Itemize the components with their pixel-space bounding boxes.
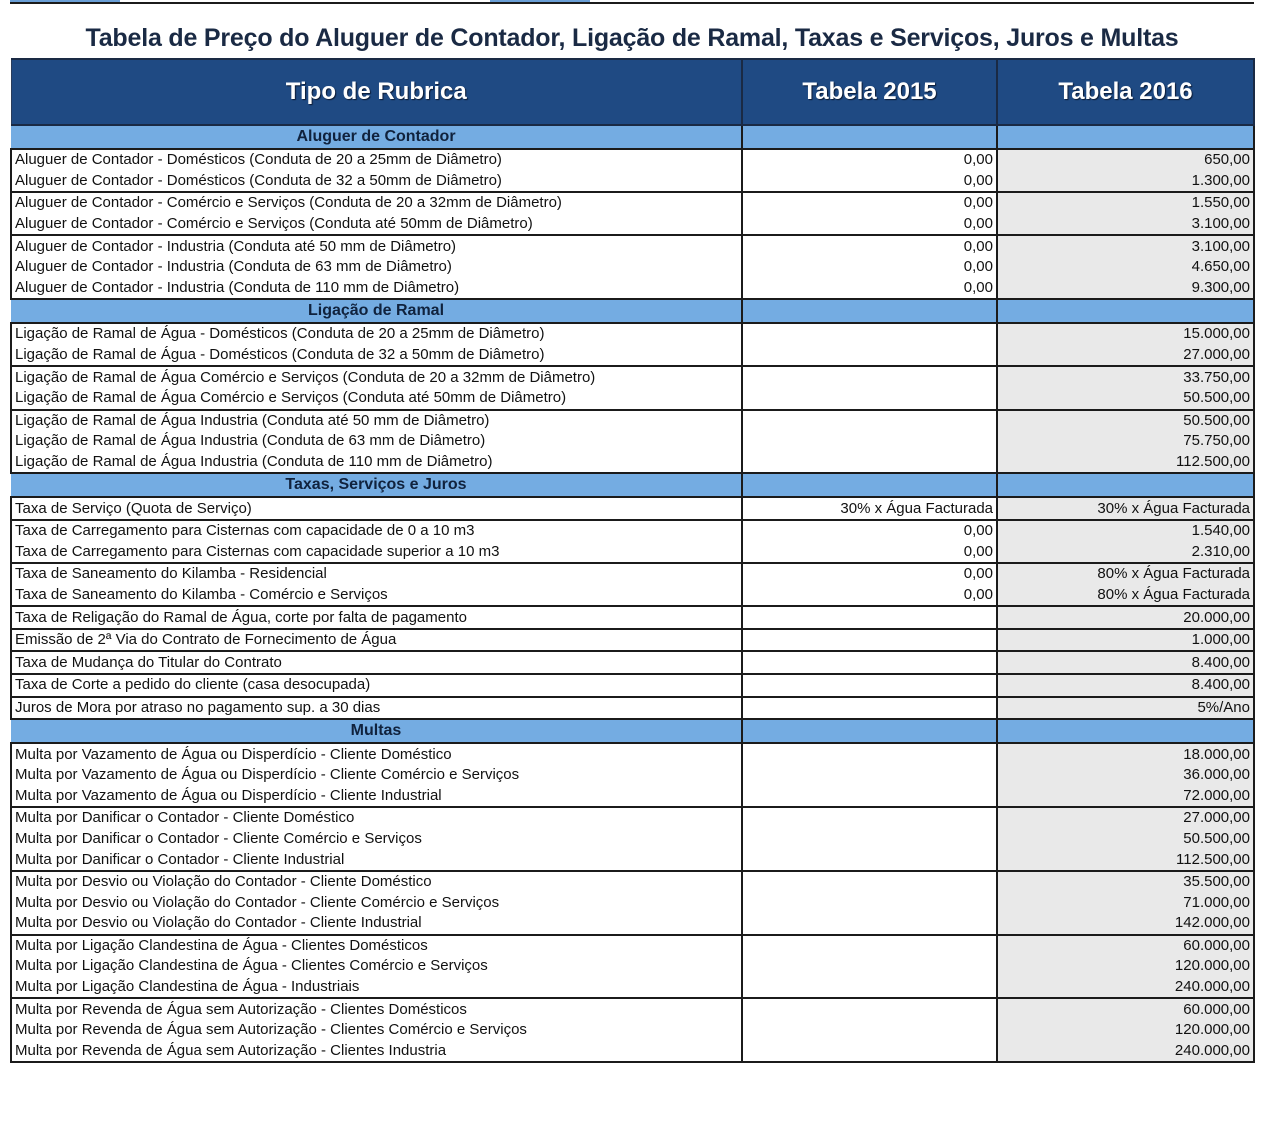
table-row	[11, 257, 1254, 278]
table-row	[11, 785, 1254, 807]
rubrica-description: Ligação de Ramal de Água Comércio e Serviços (Conduta de 20 a 32mm de Diâmetro)	[11, 366, 742, 388]
table-row	[11, 935, 1254, 957]
rubrica-description: Multa por Vazamento de Água ou Disperdício - Cliente Doméstico	[11, 743, 742, 765]
value-2015	[742, 697, 997, 720]
value-2015	[742, 1041, 997, 1063]
value-2015: 0,00	[742, 520, 997, 542]
value-2016: 50.500,00	[997, 388, 1254, 410]
table-body	[11, 125, 1254, 1062]
rubrica-description: Emissão de 2ª Via do Contrato de Fornecimento de Água	[11, 629, 742, 652]
table-row	[11, 149, 1254, 171]
rubrica-description: Multa por Ligação Clandestina de Água - Clientes Domésticos	[11, 935, 742, 957]
rubrica-description: Taxa de Carregamento para Cisternas com capacidade superior a 10 m3	[11, 542, 742, 564]
table-row	[11, 345, 1254, 367]
value-2016: 33.750,00	[997, 366, 1254, 388]
table-row	[11, 743, 1254, 765]
table-row	[11, 278, 1254, 300]
value-2016: 240.000,00	[997, 1041, 1254, 1063]
value-2015: 0,00	[742, 257, 997, 278]
value-2015	[742, 977, 997, 999]
value-2016: 27.000,00	[997, 807, 1254, 829]
rubrica-description: Ligação de Ramal de Água - Domésticos (Conduta de 20 a 25mm de Diâmetro)	[11, 323, 742, 345]
value-2016: 50.500,00	[997, 829, 1254, 850]
table-row	[11, 1020, 1254, 1041]
rubrica-description: Multa por Desvio ou Violação do Contador - Cliente Industrial	[11, 913, 742, 935]
section-filler-2015	[742, 473, 997, 497]
rubrica-description: Multa por Ligação Clandestina de Água - Industriais	[11, 977, 742, 999]
value-2015	[742, 743, 997, 765]
rubrica-description: Ligação de Ramal de Água - Domésticos (Conduta de 32 a 50mm de Diâmetro)	[11, 345, 742, 367]
value-2015: 0,00	[742, 235, 997, 257]
table-row	[11, 765, 1254, 786]
table-header-row	[11, 59, 1254, 125]
value-2015: 0,00	[742, 171, 997, 193]
value-2015	[742, 366, 997, 388]
value-2015: 0,00	[742, 149, 997, 171]
rubrica-description: Multa por Danificar o Contador - Cliente Doméstico	[11, 807, 742, 829]
value-2015	[742, 935, 997, 957]
value-2016: 80% x Água Facturada	[997, 585, 1254, 607]
rubrica-description: Multa por Desvio ou Violação do Contador - Cliente Comércio e Serviços	[11, 892, 742, 913]
table-row	[11, 807, 1254, 829]
price-table	[10, 58, 1255, 1063]
value-2015	[742, 629, 997, 652]
rubrica-description: Multa por Revenda de Água sem Autorização - Clientes Domésticos	[11, 998, 742, 1020]
table-row	[11, 214, 1254, 236]
rubrica-description: Multa por Vazamento de Água ou Disperdício - Cliente Industrial	[11, 785, 742, 807]
table-row	[11, 563, 1254, 585]
value-2015	[742, 606, 997, 629]
table-row	[11, 235, 1254, 257]
rubrica-description: Multa por Ligação Clandestina de Água - Clientes Comércio e Serviços	[11, 956, 742, 977]
value-2016: 20.000,00	[997, 606, 1254, 629]
section-title: Multas	[11, 719, 742, 743]
value-2015	[742, 674, 997, 697]
value-2015: 0,00	[742, 214, 997, 236]
table-row	[11, 192, 1254, 214]
section-filler-2015	[742, 719, 997, 743]
rubrica-description: Aluguer de Contador - Domésticos (Conduta de 20 a 25mm de Diâmetro)	[11, 149, 742, 171]
value-2015	[742, 388, 997, 410]
rubrica-description: Taxa de Religação do Ramal de Água, corte por falta de pagamento	[11, 606, 742, 629]
table-row	[11, 388, 1254, 410]
rubrica-description: Taxa de Mudança do Titular do Contrato	[11, 651, 742, 674]
section-header-row	[11, 299, 1254, 323]
value-2015	[742, 998, 997, 1020]
value-2015	[742, 871, 997, 893]
value-2015: 0,00	[742, 278, 997, 300]
table-row	[11, 977, 1254, 999]
value-2016: 8.400,00	[997, 674, 1254, 697]
document-title: Tabela de Preço do Aluguer de Contador, Ligação de Ramal, Taxas e Serviços, Juros e Multas	[85, 24, 1179, 52]
rubrica-description: Taxa de Carregamento para Cisternas com capacidade de 0 a 10 m3	[11, 520, 742, 542]
table-row	[11, 606, 1254, 629]
rubrica-description: Ligação de Ramal de Água Industria (Conduta de 63 mm de Diâmetro)	[11, 431, 742, 452]
value-2015	[742, 651, 997, 674]
value-2016: 72.000,00	[997, 785, 1254, 807]
section-filler-2016	[997, 473, 1254, 497]
value-2016: 35.500,00	[997, 871, 1254, 893]
value-2016: 142.000,00	[997, 913, 1254, 935]
section-filler-2016	[997, 125, 1254, 149]
rubrica-description: Juros de Mora por atraso no pagamento sup. a 30 dias	[11, 697, 742, 720]
value-2016: 3.100,00	[997, 214, 1254, 236]
value-2016: 18.000,00	[997, 743, 1254, 765]
rubrica-description: Aluguer de Contador - Comércio e Serviços (Conduta de 20 a 32mm de Diâmetro)	[11, 192, 742, 214]
value-2015	[742, 1020, 997, 1041]
value-2015	[742, 892, 997, 913]
value-2016: 112.500,00	[997, 452, 1254, 474]
rubrica-description: Multa por Revenda de Água sem Autorização - Clientes Industria	[11, 1041, 742, 1063]
value-2016: 1.550,00	[997, 192, 1254, 214]
value-2015	[742, 785, 997, 807]
table-row	[11, 892, 1254, 913]
table-row	[11, 829, 1254, 850]
value-2015: 0,00	[742, 192, 997, 214]
top-fill-fragment	[490, 0, 590, 2]
value-2015	[742, 913, 997, 935]
table-row	[11, 674, 1254, 697]
section-filler-2015	[742, 125, 997, 149]
value-2016: 120.000,00	[997, 1020, 1254, 1041]
value-2016: 120.000,00	[997, 956, 1254, 977]
value-2015	[742, 829, 997, 850]
value-2015: 0,00	[742, 563, 997, 585]
rubrica-description: Aluguer de Contador - Industria (Conduta de 63 mm de Diâmetro)	[11, 257, 742, 278]
table-row	[11, 323, 1254, 345]
value-2016: 240.000,00	[997, 977, 1254, 999]
value-2016: 3.100,00	[997, 235, 1254, 257]
value-2016: 8.400,00	[997, 651, 1254, 674]
section-title: Aluguer de Contador	[11, 125, 742, 149]
value-2016: 4.650,00	[997, 257, 1254, 278]
value-2015	[742, 849, 997, 871]
column-header-2015: Tabela 2015	[742, 59, 997, 125]
value-2015	[742, 765, 997, 786]
table-row	[11, 585, 1254, 607]
value-2016: 71.000,00	[997, 892, 1254, 913]
value-2016: 60.000,00	[997, 935, 1254, 957]
rubrica-description: Ligação de Ramal de Água Comércio e Serviços (Conduta até 50mm de Diâmetro)	[11, 388, 742, 410]
section-title: Ligação de Ramal	[11, 299, 742, 323]
rubrica-description: Aluguer de Contador - Domésticos (Conduta de 32 a 50mm de Diâmetro)	[11, 171, 742, 193]
value-2015	[742, 807, 997, 829]
rubrica-description: Ligação de Ramal de Água Industria (Conduta de 110 mm de Diâmetro)	[11, 452, 742, 474]
rubrica-description: Multa por Vazamento de Água ou Disperdício - Cliente Comércio e Serviços	[11, 765, 742, 786]
value-2016: 9.300,00	[997, 278, 1254, 300]
value-2016: 80% x Água Facturada	[997, 563, 1254, 585]
value-2015	[742, 345, 997, 367]
value-2016: 5%/Ano	[997, 697, 1254, 720]
rubrica-description: Taxa de Corte a pedido do cliente (casa desocupada)	[11, 674, 742, 697]
value-2016: 27.000,00	[997, 345, 1254, 367]
value-2015	[742, 410, 997, 432]
value-2015	[742, 323, 997, 345]
rubrica-description: Taxa de Serviço (Quota de Serviço)	[11, 497, 742, 520]
top-fill-fragment	[10, 0, 120, 2]
section-filler-2016	[997, 719, 1254, 743]
value-2016: 1.540,00	[997, 520, 1254, 542]
table-row	[11, 697, 1254, 720]
rubrica-description: Multa por Danificar o Contador - Cliente Comércio e Serviços	[11, 829, 742, 850]
top-border-line	[10, 2, 1254, 4]
value-2015: 0,00	[742, 585, 997, 607]
table-row	[11, 913, 1254, 935]
value-2016: 36.000,00	[997, 765, 1254, 786]
rubrica-description: Multa por Revenda de Água sem Autorização - Clientes Comércio e Serviços	[11, 1020, 742, 1041]
value-2016: 1.300,00	[997, 171, 1254, 193]
table-row	[11, 629, 1254, 652]
value-2015: 30% x Água Facturada	[742, 497, 997, 520]
rubrica-description: Aluguer de Contador - Comércio e Serviços (Conduta até 50mm de Diâmetro)	[11, 214, 742, 236]
table-row	[11, 849, 1254, 871]
column-header-rubrica: Tipo de Rubrica	[11, 59, 742, 125]
table-row	[11, 497, 1254, 520]
value-2016: 112.500,00	[997, 849, 1254, 871]
table-row	[11, 366, 1254, 388]
section-title: Taxas, Serviços e Juros	[11, 473, 742, 497]
table-row	[11, 1041, 1254, 1063]
table-row	[11, 956, 1254, 977]
table-row	[11, 431, 1254, 452]
table-row	[11, 452, 1254, 474]
rubrica-description: Taxa de Saneamento do Kilamba - Comércio e Serviços	[11, 585, 742, 607]
value-2016: 60.000,00	[997, 998, 1254, 1020]
table-row	[11, 542, 1254, 564]
section-filler-2016	[997, 299, 1254, 323]
value-2016: 30% x Água Facturada	[997, 497, 1254, 520]
value-2015: 0,00	[742, 542, 997, 564]
section-filler-2015	[742, 299, 997, 323]
rubrica-description: Multa por Desvio ou Violação do Contador - Cliente Doméstico	[11, 871, 742, 893]
section-header-row	[11, 473, 1254, 497]
rubrica-description: Taxa de Saneamento do Kilamba - Residencial	[11, 563, 742, 585]
value-2015	[742, 452, 997, 474]
value-2016: 75.750,00	[997, 431, 1254, 452]
value-2016: 2.310,00	[997, 542, 1254, 564]
column-header-2016: Tabela 2016	[997, 59, 1254, 125]
value-2016: 50.500,00	[997, 410, 1254, 432]
rubrica-description: Aluguer de Contador - Industria (Conduta de 110 mm de Diâmetro)	[11, 278, 742, 300]
table-row	[11, 871, 1254, 893]
value-2015	[742, 956, 997, 977]
table-row	[11, 520, 1254, 542]
section-header-row	[11, 125, 1254, 149]
value-2016: 15.000,00	[997, 323, 1254, 345]
value-2015	[742, 431, 997, 452]
section-header-row	[11, 719, 1254, 743]
table-row	[11, 410, 1254, 432]
rubrica-description: Multa por Danificar o Contador - Cliente Industrial	[11, 849, 742, 871]
table-row	[11, 171, 1254, 193]
value-2016: 1.000,00	[997, 629, 1254, 652]
value-2016: 650,00	[997, 149, 1254, 171]
table-row	[11, 998, 1254, 1020]
rubrica-description: Aluguer de Contador - Industria (Conduta até 50 mm de Diâmetro)	[11, 235, 742, 257]
table-row	[11, 651, 1254, 674]
rubrica-description: Ligação de Ramal de Água Industria (Conduta até 50 mm de Diâmetro)	[11, 410, 742, 432]
